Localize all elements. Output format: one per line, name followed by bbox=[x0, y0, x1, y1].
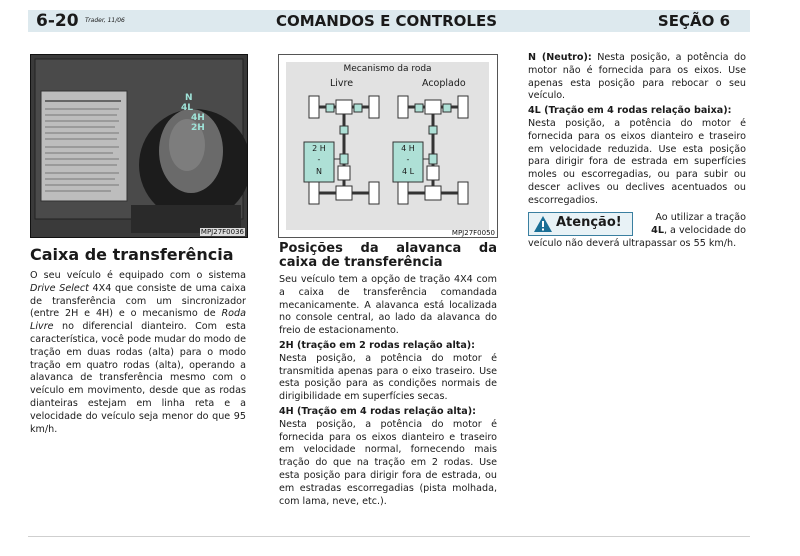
selector-labels bbox=[181, 93, 211, 149]
text-2h: Nesta posição, a potência do motor é transmitida apenas para o eixo traseiro. Use esta posição para as condições normais de dirigibilidade em superfícies secas. bbox=[279, 352, 497, 403]
diagram-panel bbox=[286, 62, 489, 230]
page-number: 6-20 bbox=[36, 11, 79, 31]
warning-text-line1 bbox=[636, 212, 746, 225]
column-neutral-4l bbox=[528, 52, 746, 210]
section-label: SEÇÃO 6 bbox=[657, 12, 730, 30]
column-lever-positions bbox=[279, 242, 497, 510]
section-2h bbox=[279, 340, 497, 404]
left-box-label-bottom: N bbox=[316, 167, 322, 176]
warning-text-line3: veículo não deverá ultrapassar os 55 km/h. bbox=[528, 238, 737, 249]
selector-photo-drawing bbox=[31, 55, 247, 237]
figure2-code: MPJ27F0050 bbox=[451, 229, 495, 237]
warning-text-line2 bbox=[636, 225, 746, 238]
text-italic-drive-select: Drive Select bbox=[30, 282, 89, 294]
title-2h: 2H (tração em 2 rodas relação alta): bbox=[279, 339, 476, 351]
text-4l: Nesta posição, a potência do motor é fornecida para os eixos dianteiro e traseiro em velocidade reduzida. Use esta posição para dirigir fora de estrada em superfícies moles ou escorregadias, ou para subir ou descer aclives ou declives acentuados ou escorregadios. bbox=[528, 117, 746, 206]
text-run: no diferencial dianteiro. Com esta característica, você pode mudar do modo de tração em duas rodas (alta) para o modo tração em quatro rodas (alta), operando a alavanca de transferência mesmo com o veículo em movimento, desde que as rodas dianteiras estejam em linha reta e a velocidade do veículo seja menor do que 95 km/h. bbox=[30, 321, 246, 435]
title-4l: 4L (Tração em 4 rodas relação baixa): bbox=[528, 105, 732, 117]
diagram-left-label: Livre bbox=[330, 78, 354, 89]
warning-label: Atenção! bbox=[556, 215, 622, 230]
right-box-label-mid: - bbox=[406, 155, 410, 164]
transfer-case-paragraph bbox=[30, 270, 246, 436]
text-4h: Nesta posição, a potência do motor é fornecida para os eixos dianteiro e traseiro em velocidade normal, fornecendo mais tração do que na tração em 2 rodas. Use esta posição para dirigir fora de estrada, ou em estradas escorregadias (pista molhada, com lama, neve, etc.). bbox=[279, 418, 497, 507]
selector-label-n: N bbox=[185, 93, 193, 103]
left-box-label-mid: - bbox=[317, 155, 321, 164]
section-4h bbox=[279, 406, 497, 508]
figure1-code: MPJ27F0036 bbox=[200, 228, 244, 236]
lever-intro-paragraph: Seu veículo tem a opção de tração 4X4 com a caixa de transferência comandada mecanicamente. A alavanca está localizada no console central, ao lado da alavanca do freio de estacionamento. bbox=[279, 274, 497, 337]
diagram-right-label: Acoplado bbox=[422, 78, 466, 89]
selector-label-4h: 4H bbox=[191, 113, 205, 123]
selector-label-4l: 4L bbox=[181, 103, 193, 113]
text-neutral: Nesta posição, a potência do motor não é fornecida para os eixos. Use apenas esta posição para rebocar o seu veículo. bbox=[528, 52, 746, 102]
title-4h: 4H (Tração em 4 rodas relação alta): bbox=[279, 405, 476, 417]
warning-triangle-icon bbox=[533, 215, 553, 233]
text-italic-roda-livre: Roda Livre bbox=[30, 308, 246, 333]
title-neutral: N (Neutro): bbox=[528, 52, 592, 63]
page-subtitle: Trader, 11/06 bbox=[85, 17, 125, 24]
heading-transfer-case: Caixa de transferência bbox=[30, 245, 234, 264]
heading-lever-positions: Posições da alavanca da caixa de transferência bbox=[279, 241, 497, 270]
page-header bbox=[28, 10, 750, 32]
text-run: O seu veículo é equipado com o sistema bbox=[30, 270, 246, 281]
left-box-label-top: 2 H bbox=[312, 144, 326, 153]
text-run: 4X4 que consiste de uma caixa de transferência com um sincronizador (entre 2H e 4H) e o mecanismo de bbox=[30, 282, 246, 320]
right-box-label-top: 4 H bbox=[401, 144, 415, 153]
selector-label-2h: 2H bbox=[191, 123, 205, 133]
section-neutral bbox=[528, 52, 746, 103]
warning-note bbox=[528, 210, 746, 252]
diagram-title: Mecanismo da roda bbox=[343, 64, 432, 74]
right-box-label-bottom: 4 L bbox=[401, 167, 415, 176]
transfer-selector-photo bbox=[30, 54, 248, 238]
warning-badge bbox=[528, 212, 633, 236]
chapter-title: COMANDOS E CONTROLES bbox=[276, 12, 498, 30]
warning-text-4l: 4L bbox=[651, 225, 664, 236]
warning-text-a: Ao utilizar a tração bbox=[655, 212, 746, 223]
wheel-mechanism-diagram bbox=[278, 54, 498, 238]
bottom-divider bbox=[28, 536, 750, 537]
section-4l bbox=[528, 105, 746, 207]
column-transfer-case bbox=[30, 246, 246, 438]
warning-text-c: , a velocidade do bbox=[663, 225, 746, 236]
